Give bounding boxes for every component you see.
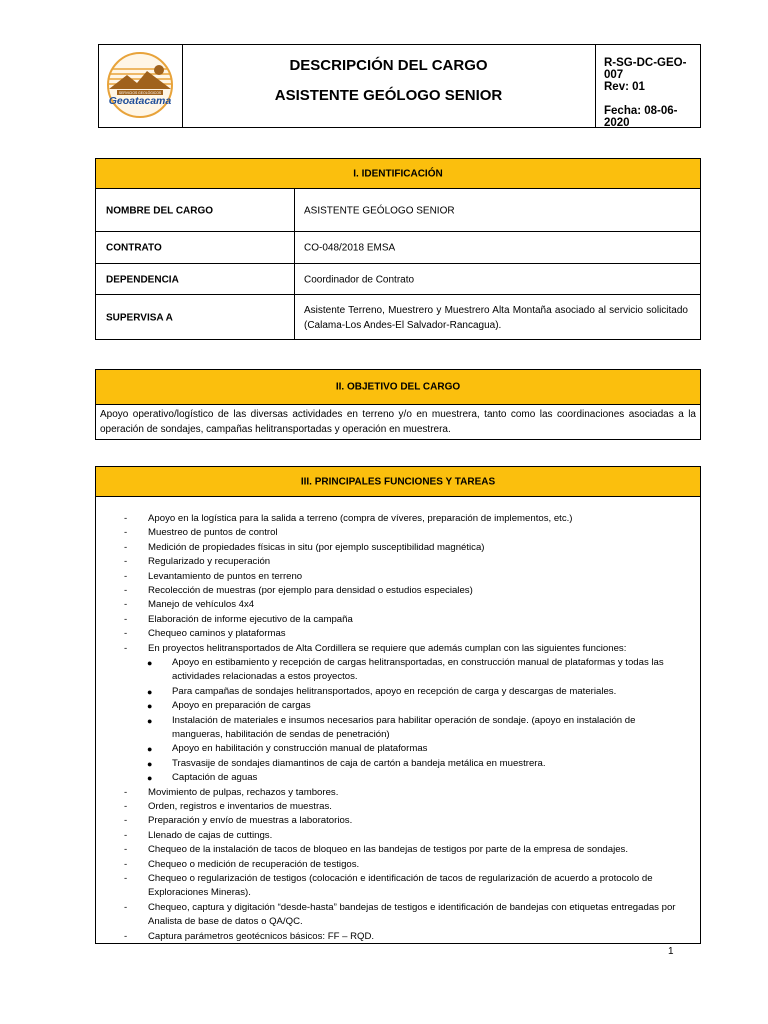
table-row bbox=[96, 188, 700, 232]
row-value: Coordinador de Contrato bbox=[304, 274, 415, 285]
list-item-text: Apoyo en habilitación y construcción manual de plataformas bbox=[172, 743, 428, 755]
sub-list-item bbox=[96, 771, 700, 785]
bullet-marker: ● bbox=[147, 773, 153, 784]
list-item-text: Medición de propiedades físicas in situ (por ejemplo susceptibilidad magnética) bbox=[148, 541, 485, 553]
list-item bbox=[96, 843, 700, 857]
dash-marker: - bbox=[124, 570, 128, 582]
list-item bbox=[96, 800, 700, 814]
objective-text: Apoyo operativo/logístico de las diversas actividades en terreno y/o en muestrera, tanto como las coordinaciones asociadas a la operación de sondajes, campañas helitransportadas y operación en muestrera. bbox=[100, 409, 696, 435]
functions-header-label: III. PRINCIPALES FUNCIONES Y TAREAS bbox=[300, 476, 496, 487]
list-item-text: Recolección de muestras (por ejemplo para densidad o estudios especiales) bbox=[148, 585, 473, 596]
dash-marker: - bbox=[124, 829, 128, 841]
logo-small-text: SERVICIOS GEOLÓGICOS bbox=[118, 91, 162, 95]
company-logo bbox=[99, 45, 182, 127]
list-item bbox=[96, 901, 700, 930]
identification-header-label: I. IDENTIFICACIÓN bbox=[353, 168, 443, 179]
dash-marker: - bbox=[124, 901, 128, 913]
dash-marker: - bbox=[124, 873, 128, 884]
bullet-marker: ● bbox=[147, 715, 153, 726]
list-item-text: Muestreo de puntos de control bbox=[148, 527, 278, 539]
dash-marker: - bbox=[124, 541, 128, 553]
list-item-text: Chequeo, captura y digitación “desde-hasta” bandejas de testigos e identificación de bandejas con etiquetas entregadas por Analista de base de datos o QA/QC. bbox=[148, 901, 676, 928]
list-item-text: Captura parámetros geotécnicos básicos: FF – RQD. bbox=[148, 930, 375, 942]
list-item bbox=[96, 786, 700, 800]
dash-marker: - bbox=[124, 628, 128, 640]
bullet-marker: ● bbox=[147, 744, 153, 755]
list-item-text: Para campañas de sondajes helitransportados, apoyo en recepción de carga y descargas de materiales. bbox=[172, 685, 617, 697]
dash-marker: - bbox=[124, 844, 128, 856]
objective-body bbox=[95, 404, 701, 440]
document-revision: Rev: 01 bbox=[604, 81, 645, 93]
list-item bbox=[96, 526, 700, 540]
row-value: CO-048/2018 EMSA bbox=[304, 242, 396, 254]
sub-list-item bbox=[96, 742, 700, 756]
dash-marker: - bbox=[124, 585, 128, 596]
bullet-marker: ● bbox=[147, 701, 153, 712]
list-item bbox=[96, 541, 700, 555]
dash-marker: - bbox=[124, 642, 128, 654]
list-item bbox=[96, 570, 700, 584]
table-row bbox=[96, 231, 700, 264]
list-item bbox=[96, 512, 700, 526]
list-item-text: Apoyo en preparación de cargas bbox=[172, 700, 311, 712]
page-number: 1 bbox=[668, 946, 674, 957]
document-subtitle: ASISTENTE GEÓLOGO SENIOR bbox=[274, 87, 503, 104]
list-item-text: Orden, registros e inventarios de muestras. bbox=[148, 801, 332, 812]
list-item bbox=[96, 642, 700, 656]
list-item-text: Apoyo en estibamiento y recepción de cargas helitransportadas, en construcción manual de plataformas y todas las actividades relacionadas a estos proyectos. bbox=[172, 657, 664, 683]
bullet-marker: ● bbox=[147, 686, 153, 697]
sub-list-item bbox=[96, 757, 700, 771]
document-code: R-SG-DC-GEO-007 bbox=[604, 57, 687, 81]
sub-list-item bbox=[96, 699, 700, 713]
sub-list-item bbox=[96, 714, 700, 743]
sub-list-item bbox=[96, 656, 700, 685]
objective-header bbox=[95, 369, 701, 405]
list-item bbox=[96, 598, 700, 612]
list-item-text: Captación de aguas bbox=[172, 772, 258, 784]
dash-marker: - bbox=[124, 815, 128, 827]
dash-marker: - bbox=[124, 556, 128, 568]
sub-list-item bbox=[96, 685, 700, 699]
list-item-text: Levantamiento de puntos en terreno bbox=[148, 570, 303, 582]
list-item bbox=[96, 858, 700, 872]
list-item-text: Apoyo en la logística para la salida a terreno (compra de víveres, preparación de implementos, etc.) bbox=[148, 513, 573, 524]
list-item-text: Llenado de cajas de cuttings. bbox=[148, 829, 273, 841]
logo-cell bbox=[99, 45, 183, 127]
row-label: NOMBRE DEL CARGO bbox=[106, 205, 214, 216]
dash-marker: - bbox=[124, 858, 128, 870]
dash-marker: - bbox=[124, 786, 128, 798]
logo-text: Geoatacama bbox=[108, 95, 172, 107]
document-date: Fecha: 08-06-2020 bbox=[604, 105, 678, 129]
list-item bbox=[96, 555, 700, 569]
list-item-text: Regularizado y recuperación bbox=[148, 556, 271, 568]
list-item-text: Preparación y envío de muestras a laboratorios. bbox=[148, 815, 353, 827]
list-item-text: Chequeo de la instalación de tacos de bloqueo en las bandejas de testigos por parte de la empresa de sondajes. bbox=[148, 844, 629, 856]
title-cell bbox=[182, 45, 596, 127]
row-label: SUPERVISA A bbox=[106, 312, 173, 323]
functions-body bbox=[95, 496, 701, 944]
list-item-text: En proyectos helitransportados de Alta Cordillera se requiere que además cumplan con las siguientes funciones: bbox=[148, 642, 627, 654]
bullet-marker: ● bbox=[147, 758, 153, 769]
list-item bbox=[96, 613, 700, 627]
list-item bbox=[96, 930, 700, 944]
list-item bbox=[96, 627, 700, 641]
meta-cell bbox=[595, 45, 700, 127]
dash-marker: - bbox=[124, 801, 128, 812]
dash-marker: - bbox=[124, 930, 128, 942]
row-label: DEPENDENCIA bbox=[106, 274, 179, 285]
table-row bbox=[96, 263, 700, 295]
dash-marker: - bbox=[124, 613, 128, 625]
list-item-text: Elaboración de informe ejecutivo de la campaña bbox=[148, 613, 353, 625]
row-value: Asistente Terreno, Muestrero y Muestrero Alta Montaña asociado al servicio solicitado (Calama-Los Andes-El Salvador-Rancagua). bbox=[304, 304, 688, 331]
list-item-text: Instalación de materiales e insumos necesarios para habilitar operación de sondaje. (apoyo en instalación de mangueras, habilitación de sendas de penetración) bbox=[172, 714, 636, 740]
list-item-text: Trasvasije de sondajes diamantinos de caja de cartón a bandeja metálica en muestrera. bbox=[172, 757, 546, 769]
list-item-text: Manejo de vehículos 4x4 bbox=[148, 599, 255, 611]
table-row bbox=[96, 294, 700, 340]
list-item-text: Chequeo caminos y plataformas bbox=[148, 628, 286, 640]
list-item-text: Movimiento de pulpas, rechazos y tambores. bbox=[148, 786, 339, 798]
list-item bbox=[96, 872, 700, 901]
document-title: DESCRIPCIÓN DEL CARGO bbox=[289, 57, 488, 74]
list-item bbox=[96, 584, 700, 598]
row-label: CONTRATO bbox=[106, 242, 162, 254]
list-item bbox=[96, 814, 700, 828]
functions-header bbox=[95, 466, 701, 497]
identification-table bbox=[95, 158, 701, 340]
dash-marker: - bbox=[124, 599, 128, 611]
objective-header-label: II. OBJETIVO DEL CARGO bbox=[335, 381, 461, 393]
dash-marker: - bbox=[124, 527, 128, 539]
dash-marker: - bbox=[124, 513, 128, 524]
bullet-marker: ● bbox=[147, 658, 153, 668]
list-item-text: Chequeo o medición de recuperación de testigos. bbox=[148, 858, 360, 870]
document-header bbox=[98, 44, 701, 128]
row-value: ASISTENTE GEÓLOGO SENIOR bbox=[304, 205, 455, 216]
list-item bbox=[96, 829, 700, 843]
list-item-text: Chequeo o regularización de testigos (colocación e identificación de tacos de regularización de acuerdo a protocolo de Exploraciones Mineras). bbox=[148, 873, 653, 899]
